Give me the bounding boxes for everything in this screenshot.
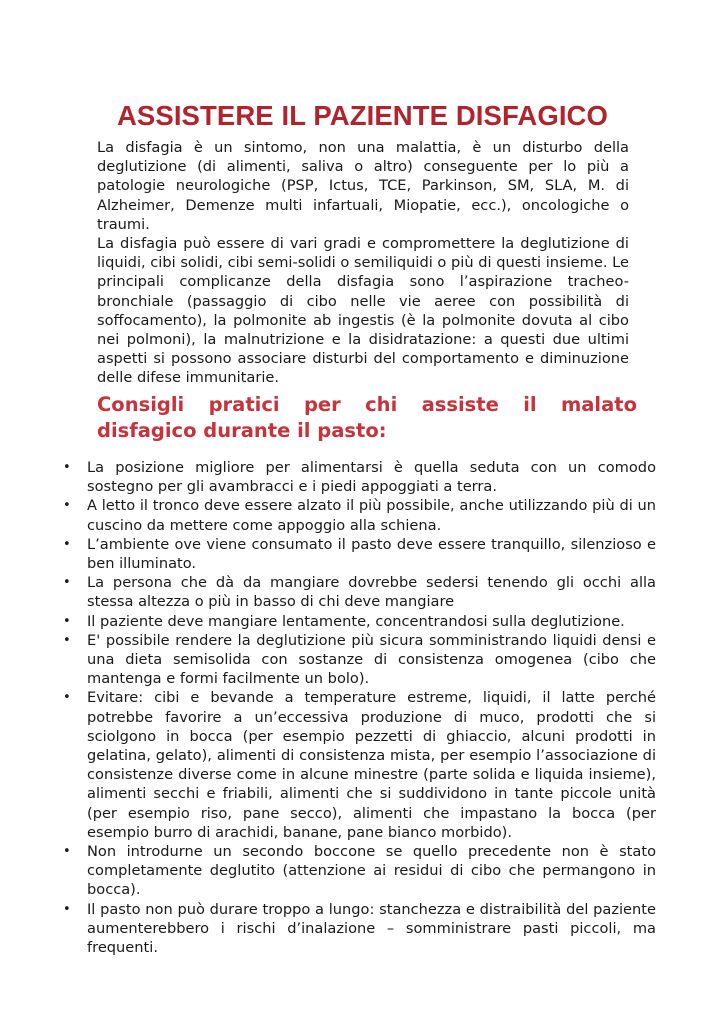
list-item [63, 631, 656, 689]
list-item-text: Il paziente deve mangiare lentamente, concentrandosi sulla deglutizione. [87, 612, 625, 630]
list-item-text: Non introdurne un secondo boccone se quello precedente non è stato completamente deglutito (attenzione ai residui di cibo che permangono in bocca). [87, 843, 656, 899]
list-item [63, 842, 656, 900]
intro-text [97, 138, 629, 388]
tips-list [63, 458, 656, 957]
bullet-icon: • [63, 844, 71, 860]
list-item-text: Evitare: cibi e bevande a temperature estreme, liquidi, il latte perché potrebbe favorire a un’eccessiva produzione di muco, prodotti che si sciolgono in bocca (per esempio pezzetti di ghiaccio, alcuni prodotti in gelatina, gelato), alimenti di consistenza mista, per esempio l’associazione di consistenze diverse come in alcune minestre (parte solida e liquida insieme), alimenti secchi e friabili, alimenti che si suddividono in tante piccole unità (per esempio riso, pane secco), alimenti che impastano la bocca (per esempio burro di arachidi, banane, pane bianco morbido). [87, 689, 656, 841]
list-item-text: L’ambiente ove viene consumato il pasto deve essere tranquillo, silenzioso e ben illuminato. [87, 535, 656, 573]
list-item [63, 458, 656, 496]
bullet-icon: • [63, 536, 71, 552]
list-item [63, 496, 656, 534]
bullet-icon: • [63, 575, 71, 591]
bullet-icon: • [63, 460, 71, 475]
list-item-text: E' possibile rendere la deglutizione più sicura somministrando liquidi densi e una dieta semisolida con sostanze di consistenza omogenea (cibo che mantenga e formi facilmente un bolo). [87, 631, 656, 688]
bullet-icon: • [63, 498, 71, 514]
list-item-text: La posizione migliore per alimentarsi è quella seduta con un comodo sostegno per gli avambracci e i piedi appoggiati a terra. [87, 459, 656, 496]
section-subtitle: Consigli pratici per chi assiste il malato disfagico durante il pasto: [97, 393, 637, 442]
list-item [63, 573, 656, 611]
bullet-icon: • [63, 613, 71, 629]
intro-paragraph: La disfagia può essere di vari gradi e compromettere la deglutizione di liquidi, cibi solidi, cibi semi-solidi o semiliquidi o più di questi insieme. Le principali complicanze della disfagia sono l’aspirazione tracheo-bronchiale (passaggio di cibo nelle vie aeree con possibilità di soffocamento), la polmonite ab ingestis (è la polmonite dovuta al cibo nei polmoni), la malnutrizione e la disidratazione: a questi due ultimi aspetti si possono associare disturbi del comportamento e diminuzione delle difese immunitarie. [97, 235, 629, 387]
intro-paragraph: La disfagia è un sintomo, non una malattia, è un disturbo della deglutizione (di alimenti, saliva o altro) conseguente per lo più a patologie neurologiche (PSP, Ictus, TCE, Parkinson, SM, SLA, M. di Alzheimer, Demenze multi infartuali, Miopatie, ecc.), oncologiche o traumi. [97, 139, 629, 233]
list-item-text: La persona che dà da mangiare dovrebbe sedersi tenendo gli occhi alla stessa altezza o più in basso di chi deve mangiare [87, 574, 656, 611]
page-title: ASSISTERE IL PAZIENTE DISFAGICO [116, 100, 609, 131]
list-item [63, 612, 656, 631]
list-item-text: Il pasto non può durare troppo a lungo: stanchezza e distraibilità del paziente aumenterebbero i rischi d’inalazione – somministrare pasti piccoli, ma frequenti. [87, 900, 656, 957]
list-item-text: A letto il tronco deve essere alzato il più possibile, anche utilizzando più di un cuscino da mettere come appoggio alla schiena. [87, 497, 656, 534]
bullet-icon: • [63, 632, 71, 648]
bullet-icon: • [63, 901, 71, 917]
list-item [63, 535, 656, 573]
list-item [63, 900, 656, 958]
bullet-icon: • [63, 690, 71, 706]
list-item [63, 688, 656, 842]
